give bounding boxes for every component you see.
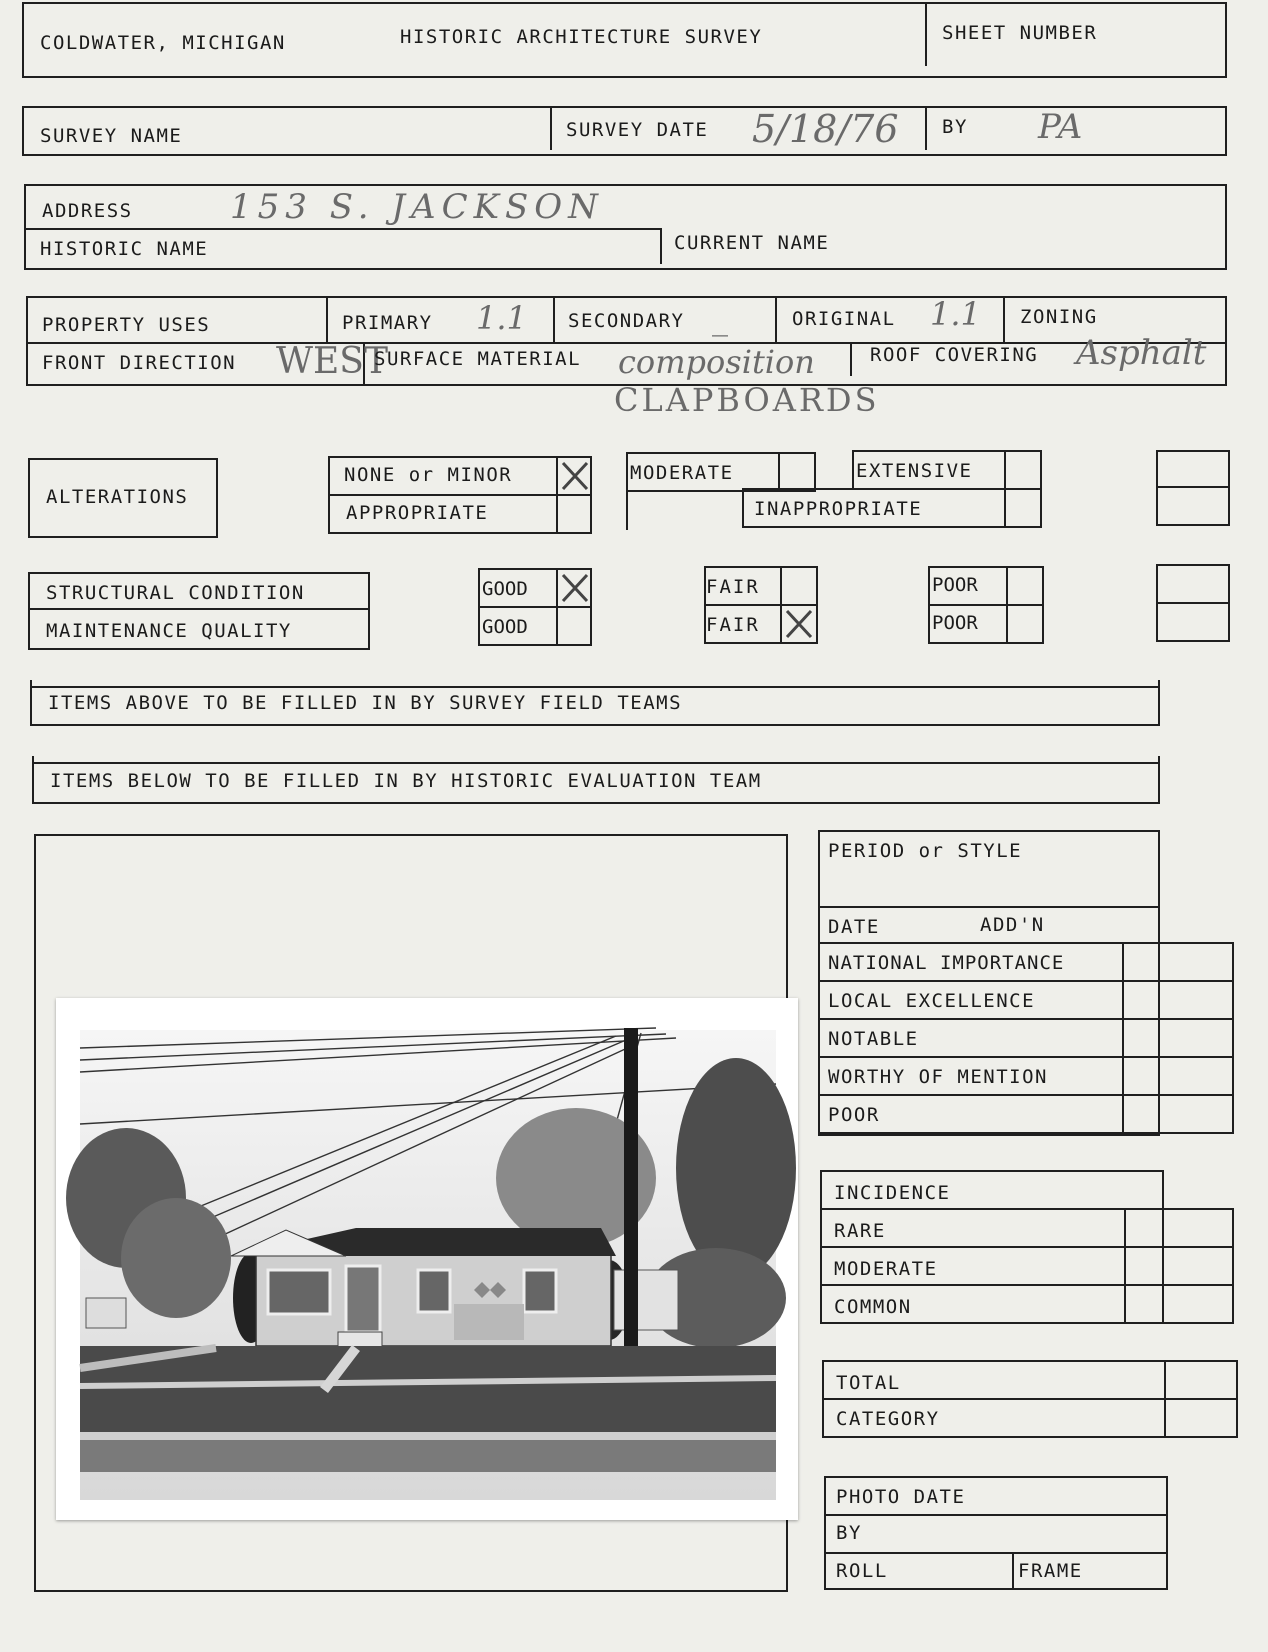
address-value[interactable]: 153 S. JACKSON xyxy=(230,187,604,227)
eval-divider-4 xyxy=(818,1094,1234,1096)
eval-row-poor: POOR xyxy=(828,1104,880,1126)
date-label: DATE xyxy=(828,916,880,938)
survey-date-label: SURVEY DATE xyxy=(566,119,709,141)
surface-material-value-1[interactable]: composition xyxy=(618,343,815,381)
header-divider xyxy=(925,2,927,66)
fair-divider xyxy=(704,604,818,606)
condition-divider xyxy=(28,608,370,610)
alterations-label: ALTERATIONS xyxy=(46,486,189,508)
maintenance-quality-label: MAINTENANCE QUALITY xyxy=(46,620,292,642)
evaluation-box xyxy=(818,830,1160,1136)
incidence-label: INCIDENCE xyxy=(834,1182,951,1204)
inappropriate-label: INAPPROPRIATE xyxy=(754,498,923,520)
incidence-common: COMMON xyxy=(834,1296,912,1318)
fair-check-col xyxy=(780,566,782,644)
uses-div-6 xyxy=(850,342,852,376)
photo-date-label: PHOTO DATE xyxy=(836,1486,966,1508)
eval-row-local: LOCAL EXCELLENCE xyxy=(828,990,1036,1012)
inc-divider-4 xyxy=(820,1322,1234,1324)
surface-material-value-2[interactable]: CLAPBOARDS xyxy=(614,381,880,419)
address-label: ADDRESS xyxy=(42,200,133,222)
current-name-label: CURRENT NAME xyxy=(674,232,830,254)
note-below-text: ITEMS BELOW TO BE FILLED IN BY HISTORIC EVALUATION TEAM xyxy=(50,770,762,792)
total-score-col xyxy=(1164,1360,1166,1438)
photo-info-divider-2 xyxy=(824,1552,1168,1554)
addn-label: ADD'N xyxy=(980,914,1045,936)
eval-row-national: NATIONAL IMPORTANCE xyxy=(828,952,1065,974)
uses-div-3 xyxy=(775,296,777,342)
secondary-value[interactable]: _ xyxy=(712,299,728,337)
period-style-label: PERIOD or STYLE xyxy=(828,840,1023,862)
property-uses-label: PROPERTY USES xyxy=(42,314,211,336)
roll-frame-divider xyxy=(1012,1552,1014,1590)
good-label-structural: GOOD xyxy=(482,578,528,600)
note-above-top xyxy=(30,686,1160,688)
by-label: BY xyxy=(942,116,968,138)
x-mark-icon xyxy=(784,608,814,640)
inc-score-col-left xyxy=(1124,1208,1126,1324)
good-divider xyxy=(478,606,592,608)
alt-check-col-2b xyxy=(626,490,628,530)
poor-divider xyxy=(928,604,1044,606)
uses-div-1 xyxy=(326,296,328,342)
form-title: HISTORIC ARCHITECTURE SURVEY xyxy=(400,26,763,48)
eval-divider-period xyxy=(818,906,1160,908)
poor-label-maintenance: POOR xyxy=(932,612,978,634)
primary-value[interactable]: 1.1 xyxy=(476,299,527,337)
extensive-label: EXTENSIVE xyxy=(856,460,973,482)
zoning-label: ZONING xyxy=(1020,306,1098,328)
photo-by-label: BY xyxy=(836,1522,862,1544)
primary-label: PRIMARY xyxy=(342,312,433,334)
sheet-number-label: SHEET NUMBER xyxy=(942,22,1098,44)
eval-score-col-left xyxy=(1122,942,1124,1134)
total-divider xyxy=(822,1398,1238,1400)
location-label: COLDWATER, MICHIGAN xyxy=(40,32,286,54)
roof-covering-label: ROOF COVERING xyxy=(870,344,1039,366)
secondary-label: SECONDARY xyxy=(568,310,685,332)
survey-name-label: SURVEY NAME xyxy=(40,125,183,147)
eval-score-col-right xyxy=(1232,942,1234,1134)
by-value[interactable]: PA xyxy=(1038,107,1083,147)
category-label: CATEGORY xyxy=(836,1408,940,1430)
front-direction-value[interactable]: WEST xyxy=(276,341,388,382)
survey-date-value[interactable]: 5/18/76 xyxy=(752,107,899,151)
eval-divider-3 xyxy=(818,1056,1234,1058)
alterations-score-box xyxy=(1156,450,1230,526)
surface-material-label: SURFACE MATERIAL xyxy=(374,348,582,370)
front-direction-label: FRONT DIRECTION xyxy=(42,352,237,374)
photo-info-divider-1 xyxy=(824,1514,1168,1516)
uses-div-4 xyxy=(1003,296,1005,342)
note-below-top xyxy=(32,762,1160,764)
incidence-rare: RARE xyxy=(834,1220,886,1242)
eval-divider-date xyxy=(818,942,1234,944)
inc-score-col-right xyxy=(1232,1208,1234,1324)
historic-name-label: HISTORIC NAME xyxy=(40,238,209,260)
eval-row-notable: NOTABLE xyxy=(828,1028,919,1050)
eval-divider-2 xyxy=(818,1018,1234,1020)
inc-divider-3 xyxy=(820,1284,1234,1286)
poor-label-structural: POOR xyxy=(932,574,978,596)
eval-divider-1 xyxy=(818,980,1234,982)
survey-divider-1 xyxy=(550,106,552,150)
moderate-label: MODERATE xyxy=(630,462,734,484)
alt-score-divider xyxy=(1156,486,1230,488)
original-value[interactable]: 1.1 xyxy=(930,295,981,333)
appropriate-label: APPROPRIATE xyxy=(346,502,489,524)
note-above-text: ITEMS ABOVE TO BE FILLED IN BY SURVEY FIELD TEAMS xyxy=(48,692,683,714)
eval-divider-5 xyxy=(818,1132,1234,1134)
inc-divider-2 xyxy=(820,1246,1234,1248)
roll-label: ROLL xyxy=(836,1560,888,1582)
cond-score-divider xyxy=(1156,602,1230,604)
good-check-col xyxy=(556,568,558,646)
incidence-moderate: MODERATE xyxy=(834,1258,938,1280)
fair-label-structural: FAIR xyxy=(706,576,760,598)
fair-label-maintenance: FAIR xyxy=(706,614,760,636)
alt-check-col-2 xyxy=(778,452,780,492)
survey-divider-2 xyxy=(925,106,927,150)
house-photo-image xyxy=(56,998,798,1520)
uses-div-2 xyxy=(553,296,555,342)
x-mark-icon xyxy=(560,572,590,604)
total-label: TOTAL xyxy=(836,1372,901,1394)
structural-condition-label: STRUCTURAL CONDITION xyxy=(46,582,305,604)
roof-covering-value[interactable]: Asphalt xyxy=(1076,333,1207,373)
house-photograph xyxy=(56,998,798,1520)
x-mark-icon xyxy=(560,460,590,492)
eval-row-worthy: WORTHY OF MENTION xyxy=(828,1066,1048,1088)
poor-check-col xyxy=(1006,566,1008,644)
frame-label: FRAME xyxy=(1018,1560,1083,1582)
none-minor-label: NONE or MINOR xyxy=(344,464,513,486)
alt-divider-1 xyxy=(328,494,592,496)
good-label-maintenance: GOOD xyxy=(482,616,528,638)
alt-check-col-1 xyxy=(556,456,558,534)
original-label: ORIGINAL xyxy=(792,308,896,330)
inc-divider-1 xyxy=(820,1208,1234,1210)
current-name-divider xyxy=(660,228,662,264)
address-divider xyxy=(24,228,660,230)
